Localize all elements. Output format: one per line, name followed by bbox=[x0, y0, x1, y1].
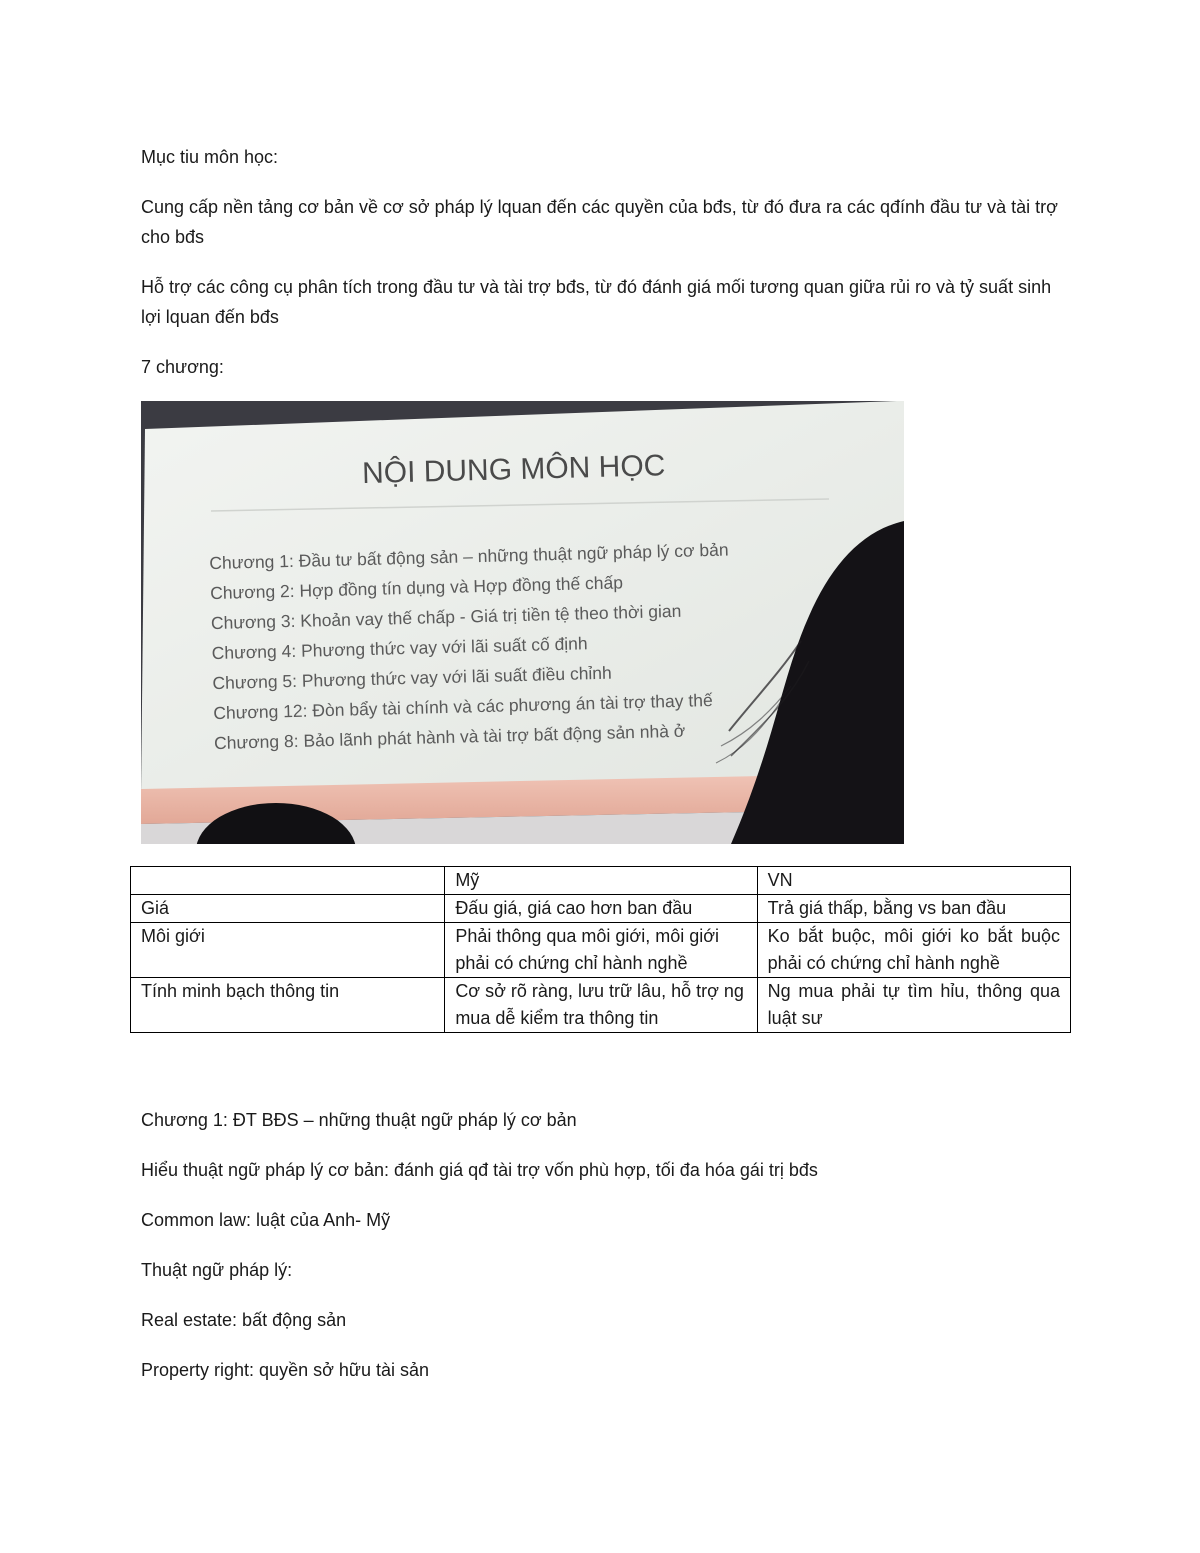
chapter1-line-3: Thuật ngữ pháp lý: bbox=[141, 1260, 293, 1280]
table-cell: Đấu giá, giá cao hơn ban đầu bbox=[445, 895, 757, 923]
course-goals-heading: Mục tiu môn học: bbox=[141, 147, 279, 167]
table-header-row bbox=[131, 867, 1071, 895]
chapters-label: 7 chương: bbox=[141, 357, 224, 377]
chapter1-line-1: Hiểu thuật ngữ pháp lý cơ bản: đánh giá qđ tài trợ vốn phù hợp, tối đa hóa gái trị bđs bbox=[141, 1160, 818, 1180]
slide-item-3: Chương 3: Khoản vay thế chấp - Giá trị tiền tệ theo thời gian bbox=[210, 600, 682, 634]
table-cell: Trả giá thấp, bằng vs ban đầu bbox=[757, 895, 1070, 923]
table-cell: Ng mua phải tự tìm hỉu, thông qua luật sư bbox=[757, 978, 1070, 1033]
slide-item-2: Chương 2: Hợp đồng tín dụng và Hợp đồng thế chấp bbox=[209, 572, 624, 604]
slide-item-1: Chương 1: Đầu tư bất động sản – những thuật ngữ pháp lý cơ bản bbox=[209, 539, 729, 574]
table-row bbox=[131, 978, 1071, 1033]
table-cell: Cơ sở rõ ràng, lưu trữ lâu, hỗ trợ ng mua dễ kiểm tra thông tin bbox=[445, 978, 757, 1033]
table-cell: Ko bắt buộc, môi giới ko bắt buộc phải có chứng chỉ hành nghề bbox=[757, 923, 1070, 978]
goal-paragraph-1: Cung cấp nền tảng cơ bản về cơ sở pháp lý lquan đến các quyền của bđs, từ đó đưa ra các qđính đầu tư và tài trợ cho bđs bbox=[141, 197, 1058, 247]
chapter1-line-5: Property right: quyền sở hữu tài sản bbox=[141, 1360, 429, 1380]
slide-photo bbox=[141, 401, 904, 844]
table-cell: Phải thông qua môi giới, môi giới phải có chứng chỉ hành nghề bbox=[445, 923, 757, 978]
slide-item-4: Chương 4: Phương thức vay với lãi suất cố định bbox=[211, 633, 588, 664]
slide-item-5: Chương 5: Phương thức vay với lãi suất điều chỉnh bbox=[212, 662, 613, 694]
table-cell: Giá bbox=[131, 895, 445, 923]
table-header-cell: Mỹ bbox=[445, 867, 757, 895]
slide-photo-graphic bbox=[141, 401, 904, 844]
slide-item-6: Chương 12: Đòn bẩy tài chính và các phương án tài trợ thay thế bbox=[213, 690, 713, 724]
slide-title: NỘI DUNG MÔN HỌC bbox=[361, 449, 666, 491]
chapter1-title: Chương 1: ĐT BĐS – những thuật ngữ pháp lý cơ bản bbox=[141, 1110, 577, 1130]
table-header-cell bbox=[131, 867, 445, 895]
table-cell: Tính minh bạch thông tin bbox=[131, 978, 445, 1033]
comparison-table bbox=[130, 866, 1071, 1033]
table-header-cell: VN bbox=[757, 867, 1070, 895]
table-cell: Môi giới bbox=[131, 923, 445, 978]
table-row bbox=[131, 895, 1071, 923]
table-row bbox=[131, 923, 1071, 978]
chapter1-line-4: Real estate: bất động sản bbox=[141, 1310, 347, 1330]
chapter1-line-2: Common law: luật của Anh- Mỹ bbox=[141, 1210, 391, 1230]
goal-paragraph-2: Hỗ trợ các công cụ phân tích trong đầu tư và tài trợ bđs, từ đó đánh giá mối tương quan giữa rủi ro và tỷ suất sinh lợi lquan đến bđs bbox=[141, 277, 1052, 327]
slide-item-7: Chương 8: Bảo lãnh phát hành và tài trợ bất động sản nhà ở bbox=[213, 720, 686, 754]
